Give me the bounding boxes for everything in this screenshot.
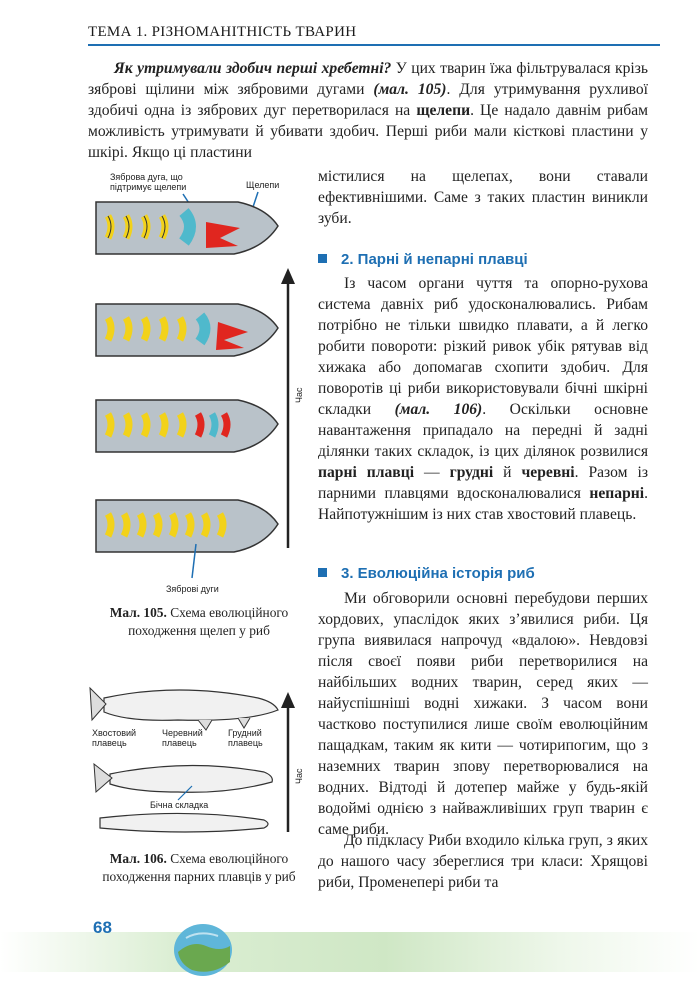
footer-band — [0, 932, 700, 972]
figure-105-jaw-evolution — [88, 168, 310, 600]
label-gill-arch-support: Зяброва дуга, що підтримує щелепи — [110, 172, 187, 192]
time-arrow — [281, 268, 304, 548]
section-2-paragraph: Із часом органи чуття та опорно-рухова система давніх риб удосконалювались. Рибам потрібно не тільки швидко плавати, а й легко робити повороти: різкий ривок убік рятував від хижака або допомагав схопити здобич. Для поворотів ці риби використовували бічні шкірні складки (мал. 106). Оскільки основне навантаження припадало на передні й задні ділянки таких складок, із цих ділянок розвилися парні плавці — грудні й черевні. Разом із парними плавцями вдосконалювалися непарні. Найпотужнішим із них став хвостовий плавець. — [318, 275, 648, 523]
ref-fig106: (мал. 106) — [394, 401, 483, 418]
header-rule — [88, 44, 660, 46]
label-caudal-fin: Хвостовий плавець — [92, 728, 137, 748]
term-jaws: щелепи — [416, 102, 471, 119]
label-time: Час — [294, 387, 304, 403]
page-number: 68 — [93, 918, 112, 937]
intro-continuation: містилися на щелепах, вони ставали ефективнішими. Саме з таких пластин виникли зуби. — [318, 168, 648, 227]
figure-106-fin-evolution — [88, 676, 310, 842]
label-pectoral-fin: Грудний плавець — [228, 728, 263, 748]
section-3-heading: 3. Еволюційна історія риб — [318, 565, 535, 582]
fish-stage-3 — [96, 400, 278, 452]
section-2-heading: 2. Парні й непарні плавці — [318, 251, 528, 268]
intro-paragraph: Як утримували здобич перші хребетні? У цих тварин їжа фільтрувалася крізь зяброві щілини між зябровими дугами (мал. 105). Для утримування рухливої здобичі одна із зябрових дуг перетворилася на щелепи. Це надало давнім рибам можливість утримувати й убивати здобич. Перші риби мали кісткові пластини у шкірі. Якщо ці пластини — [88, 60, 648, 161]
fish-stage-2 — [96, 304, 278, 356]
section-bullet — [318, 254, 327, 263]
fish-stage-4 — [96, 500, 278, 552]
fish-stage-1 — [96, 202, 278, 254]
section-3-paragraph-2: До підкласу Риби входило кілька груп, з яких до нашого часу збереглися три класи: Хрящові риби, Променепері риби та — [318, 832, 648, 891]
fish-stage-fin-3 — [100, 813, 268, 832]
running-header — [88, 22, 660, 48]
fish-stage-fin-1 — [90, 688, 278, 730]
fish-stage-fin-2 — [94, 764, 272, 792]
time-arrow-106 — [281, 692, 304, 832]
caption-fig105: Мал. 105. Схема еволюційного походження щелеп у риб — [109, 605, 289, 638]
label-gill-arches: Зяброві дуги — [166, 584, 219, 594]
label-pelvic-fin: Черевний плавець — [162, 728, 203, 748]
section-3-paragraph-1: Ми обговорили основні перебудови перших хордових, упаслідок яких з’явилися риби. Ця група виявилася напрочуд «вдалою». Невдовзі після своєї появи риби перетворилися на найбільших водних тварин, серед яких — найуспішніші водні хижаки. З часом вони частково поступилися лише своїм еволюційним пащадкам, таким як кити — чотирипогим, що з наземних тварин зпову перетворювалися на водних. Відтоді й дотепер майже у будь-якій водоймі однією з найважливіших груп тварин є саме риби. — [318, 590, 648, 838]
header-title: ТЕМА 1. РІЗНОМАНІТНІСТЬ ТВАРИН — [88, 24, 357, 40]
caption-fig106: Мал. 106. Схема еволюційного походження парних плавців у риб — [102, 851, 296, 884]
ref-fig105: (мал. 105) — [373, 81, 447, 98]
footer-globe-image — [172, 922, 234, 978]
label-time-106: Час — [294, 768, 304, 784]
label-lateral-fold: Бічна складка — [150, 800, 209, 810]
intro-question: Як утримували здобич перші хребетні? — [114, 60, 392, 77]
section-bullet — [318, 568, 327, 577]
label-jaws: Щелепи — [246, 180, 280, 190]
